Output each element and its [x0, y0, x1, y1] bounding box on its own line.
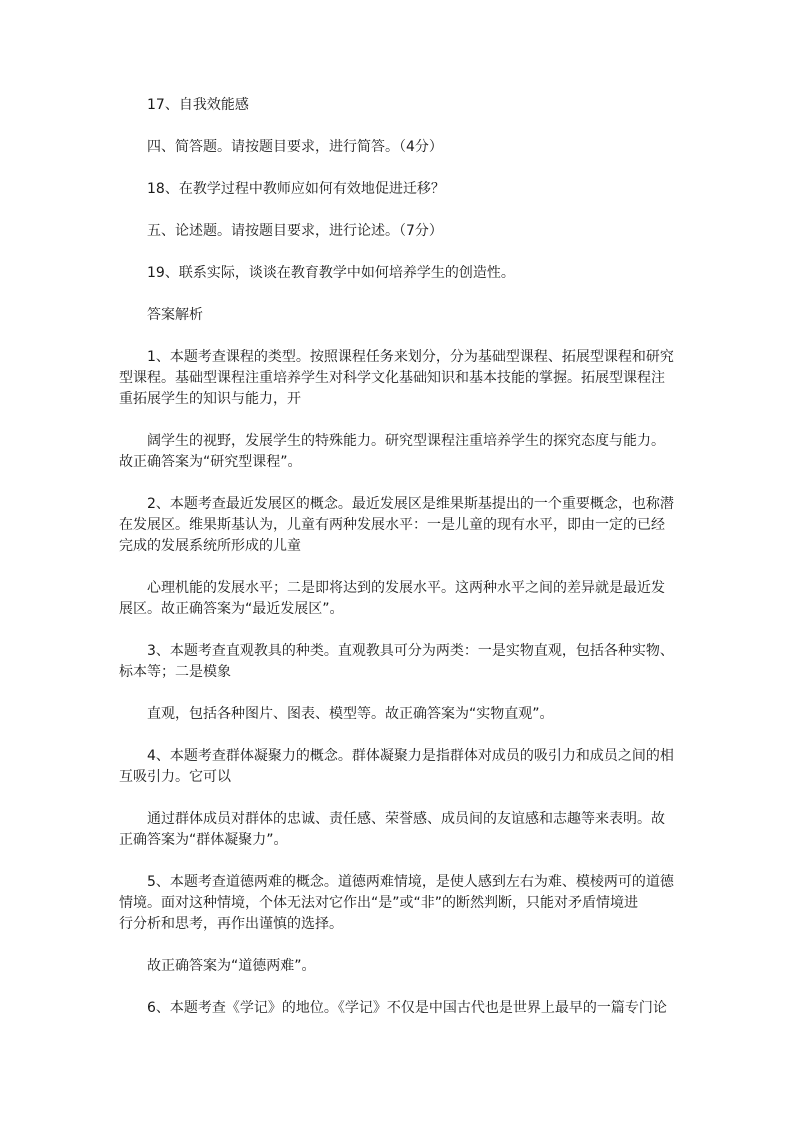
text-line: 展区。故正确答案为“最近发展区”。	[119, 601, 344, 617]
question-paragraph	[119, 263, 689, 284]
text-line: 直观，包括各种图片、图表、模型等。故正确答案为“实物直观”。	[147, 706, 554, 722]
question-paragraph	[119, 179, 689, 200]
text-line: 1、本题考查课程的类型。按照课程任务来划分，分为基础型课程、拓展型课程和研究	[147, 349, 674, 365]
text-line: 通过群体成员对群体的忠诚、责任感、荣誉感、成员间的友谊感和志趣等来表明。故	[147, 811, 665, 827]
text-line: 3、本题考查直观教具的种类。直观教具可分为两类：一是实物直观，包括各种实物、	[147, 643, 674, 659]
text-line: 在发展区。维果斯基认为，儿童有两种发展水平：一是儿童的现有水平，即由一定的已经	[119, 517, 665, 533]
text-line: 重拓展学生的知识与能力，开	[119, 391, 301, 407]
text-line: 行分析和思考，再作出谨慎的选择。	[119, 916, 343, 932]
text-line: 完成的发展系统所形成的儿童	[119, 538, 301, 554]
answer-paragraph	[119, 956, 689, 977]
text-line: 故正确答案为“道德两难”。	[147, 958, 316, 974]
answer-paragraph	[119, 704, 689, 725]
question-paragraph	[119, 137, 689, 158]
text-line: 标本等；二是模象	[119, 664, 231, 680]
answer-paragraph	[119, 809, 689, 851]
answer-paragraph	[119, 998, 689, 1019]
answer-paragraph	[119, 746, 689, 788]
answer-paragraph	[119, 641, 689, 683]
question-paragraph	[119, 221, 689, 242]
text-line: 情境。面对这种情境，个体无法对它作出“是”或“非”的断然判断，只能对矛盾情境进	[119, 895, 639, 911]
text-line: 17、自我效能感	[147, 97, 249, 113]
text-line: 互吸引力。它可以	[119, 769, 231, 785]
answers-section	[119, 347, 689, 1019]
text-line: 故正确答案为“研究型课程”。	[119, 454, 302, 470]
answer-paragraph	[119, 494, 689, 557]
text-line: 型课程。基础型课程注重培养学生对科学文化基础知识和基本技能的掌握。拓展型课程注	[119, 370, 665, 386]
text-line: 4、本题考查群体凝聚力的概念。群体凝聚力是指群体对成员的吸引力和成员之间的相	[147, 748, 674, 764]
text-line: 6、本题考查《学记》的地位。《学记》不仅是中国古代也是世界上最早的一篇专门论	[147, 1000, 667, 1016]
text-line: 18、在教学过程中教师应如何有效地促进迁移？	[147, 181, 445, 197]
question-paragraph	[119, 95, 689, 116]
text-line: 五、论述题。请按题目要求，进行论述。（7分）	[147, 223, 443, 239]
text-line: 正确答案为“群体凝聚力”。	[119, 832, 288, 848]
text-line: 答案解析	[147, 307, 203, 323]
document-page	[119, 95, 689, 1040]
questions-section	[119, 95, 689, 326]
question-paragraph	[119, 305, 689, 326]
answer-paragraph	[119, 431, 689, 473]
answer-paragraph	[119, 872, 689, 935]
text-line: 2、本题考查最近发展区的概念。最近发展区是维果斯基提出的一个重要概念，也称潜	[147, 496, 674, 512]
text-line: 5、本题考查道德两难的概念。道德两难情境，是使人感到左右为难、模棱两可的道德	[147, 874, 674, 890]
answer-paragraph	[119, 578, 689, 620]
text-line: 心理机能的发展水平；二是即将达到的发展水平。这两种水平之间的差异就是最近发	[147, 580, 665, 596]
text-line: 阔学生的视野，发展学生的特殊能力。研究型课程注重培养学生的探究态度与能力。	[147, 433, 665, 449]
text-line: 19、联系实际，谈谈在教育教学中如何培养学生的创造性。	[147, 265, 515, 281]
text-line: 四、简答题。请按题目要求，进行简答。（4分）	[147, 139, 443, 155]
answer-paragraph	[119, 347, 689, 410]
